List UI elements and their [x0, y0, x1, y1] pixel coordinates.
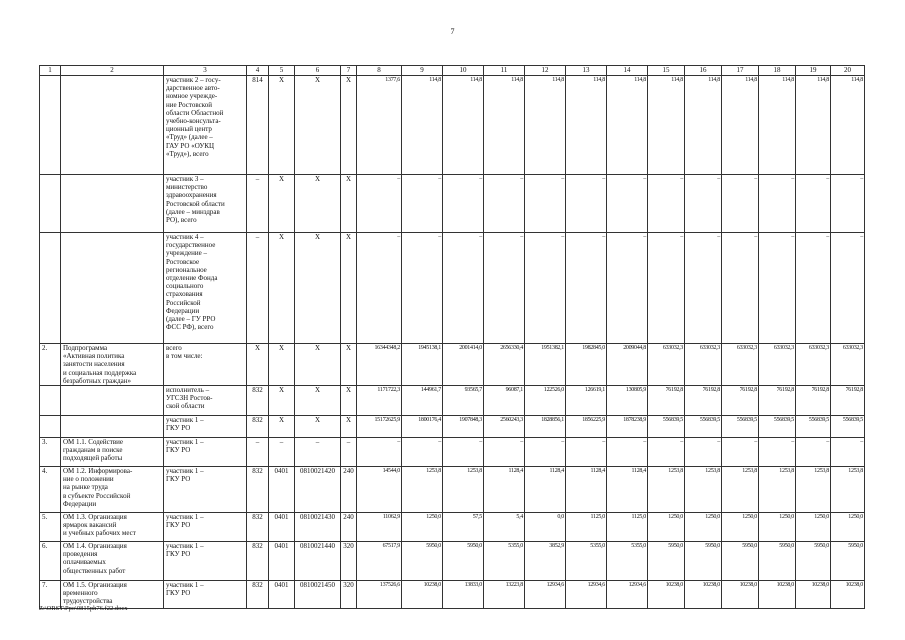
csr-code-cell: Х	[295, 416, 341, 438]
amount-cell: 0,0	[525, 513, 566, 542]
amount-cell: –	[525, 175, 566, 233]
amount-cell: 114,8	[796, 76, 831, 175]
participant-cell: участник 1 – ГКУ РО	[164, 416, 247, 438]
amount-cell: 556839,5	[648, 416, 685, 438]
table-row	[40, 467, 865, 513]
csr-code-cell: 0810021450	[295, 581, 341, 609]
participant-cell: участник 1 – ГКУ РО	[164, 438, 247, 467]
amount-cell: 1253,8	[796, 467, 831, 513]
amount-cell: 1945138,1	[402, 344, 443, 386]
program-name-cell: ОМ 1.1. Содействие гражданам в поиске подходящей работы	[61, 438, 164, 467]
vr-code-cell: 240	[341, 513, 357, 542]
amount-cell: –	[566, 438, 607, 467]
amount-cell: 3852,9	[525, 542, 566, 581]
vr-code-cell: Х	[341, 175, 357, 233]
table-row	[40, 513, 865, 542]
row-number-cell	[40, 76, 61, 175]
amount-cell: –	[402, 175, 443, 233]
amount-cell: 556839,5	[685, 416, 722, 438]
amount-cell: 15172625,9	[357, 416, 402, 438]
rzpr-code-cell: Х	[269, 76, 295, 175]
grbs-code-cell: 832	[247, 416, 269, 438]
amount-cell: 114,8	[607, 76, 648, 175]
participant-cell: участник 1 – ГКУ РО	[164, 542, 247, 581]
amount-cell: –	[607, 175, 648, 233]
row-number-cell	[40, 233, 61, 344]
column-header: 9	[402, 66, 443, 76]
table-row	[40, 581, 865, 609]
rzpr-code-cell: Х	[269, 416, 295, 438]
amount-cell: 1128,4	[484, 467, 525, 513]
amount-cell: 556839,5	[796, 416, 831, 438]
column-header: 2	[61, 66, 164, 76]
amount-cell: 114,8	[566, 76, 607, 175]
amount-cell: 1907848,3	[443, 416, 484, 438]
amount-cell: 5950,0	[685, 542, 722, 581]
rzpr-code-cell: Х	[269, 233, 295, 344]
amount-cell: 1128,4	[566, 467, 607, 513]
amount-cell: 1250,0	[402, 513, 443, 542]
program-name-cell	[61, 386, 164, 416]
csr-code-cell: –	[295, 438, 341, 467]
table-row	[40, 438, 865, 467]
program-name-cell	[61, 416, 164, 438]
amount-cell: 114,8	[484, 76, 525, 175]
row-number-cell	[40, 416, 61, 438]
row-number-cell	[40, 386, 61, 416]
row-number-cell: 6.	[40, 542, 61, 581]
rzpr-code-cell: 0401	[269, 542, 295, 581]
amount-cell: 10238,0	[402, 581, 443, 609]
amount-cell: –	[831, 175, 865, 233]
vr-code-cell: 320	[341, 542, 357, 581]
column-header: 8	[357, 66, 402, 76]
csr-code-cell: 0810021420	[295, 467, 341, 513]
table-row	[40, 344, 865, 386]
amount-cell: 1253,8	[402, 467, 443, 513]
amount-cell: 114,8	[525, 76, 566, 175]
grbs-code-cell: 832	[247, 542, 269, 581]
amount-cell: 12934,6	[566, 581, 607, 609]
amount-cell: –	[722, 175, 759, 233]
program-name-cell: ОМ 1.5. Организация временного трудоустройства	[61, 581, 164, 609]
amount-cell: 1800176,4	[402, 416, 443, 438]
amount-cell: 2001414,0	[443, 344, 484, 386]
amount-cell: 633032,3	[685, 344, 722, 386]
amount-cell: 114,8	[759, 76, 796, 175]
rzpr-code-cell: Х	[269, 386, 295, 416]
amount-cell: –	[566, 233, 607, 344]
csr-code-cell: Х	[295, 233, 341, 344]
amount-cell: 10238,0	[759, 581, 796, 609]
program-name-cell: Подпрограмма «Активная политика занятости населения и социальная поддержка безработных граждан»	[61, 344, 164, 386]
row-number-cell: 7.	[40, 581, 61, 609]
file-path-footer: Z:\ORST\Ppo\0815ph76.f22.docx	[39, 605, 128, 612]
amount-cell: –	[484, 438, 525, 467]
amount-cell: 556839,5	[722, 416, 759, 438]
amount-cell: 1253,8	[722, 467, 759, 513]
csr-code-cell: Х	[295, 175, 341, 233]
vr-code-cell: Х	[341, 233, 357, 344]
grbs-code-cell: –	[247, 438, 269, 467]
table-row	[40, 386, 865, 416]
amount-cell: 96087,1	[484, 386, 525, 416]
amount-cell: 1250,0	[648, 513, 685, 542]
amount-cell: 1171722,3	[357, 386, 402, 416]
row-number-cell: 3.	[40, 438, 61, 467]
amount-cell: 76192,8	[796, 386, 831, 416]
amount-cell: 5,4	[484, 513, 525, 542]
vr-code-cell: Х	[341, 76, 357, 175]
amount-cell: –	[796, 175, 831, 233]
column-header: 10	[443, 66, 484, 76]
amount-cell: 76192,8	[648, 386, 685, 416]
row-number-cell: 5.	[40, 513, 61, 542]
amount-cell: –	[357, 233, 402, 344]
amount-cell: –	[685, 175, 722, 233]
column-header: 4	[247, 66, 269, 76]
amount-cell: 2656330,4	[484, 344, 525, 386]
amount-cell: –	[443, 175, 484, 233]
amount-cell: –	[566, 175, 607, 233]
amount-cell: 10238,0	[796, 581, 831, 609]
amount-cell: 13223,8	[484, 581, 525, 609]
amount-cell: 1982845,0	[566, 344, 607, 386]
amount-cell: –	[607, 233, 648, 344]
amount-cell: –	[685, 233, 722, 344]
amount-cell: 1253,8	[831, 467, 865, 513]
amount-cell: 1856225,9	[566, 416, 607, 438]
amount-cell: 1253,8	[759, 467, 796, 513]
vr-code-cell: Х	[341, 344, 357, 386]
amount-cell: 1128,4	[607, 467, 648, 513]
participant-cell: исполнитель – УГСЗН Ростов- ской области	[164, 386, 247, 416]
amount-cell: 144961,7	[402, 386, 443, 416]
amount-cell: 556839,5	[759, 416, 796, 438]
row-number-cell: 4.	[40, 467, 61, 513]
budget-table	[39, 65, 865, 609]
amount-cell: 114,8	[831, 76, 865, 175]
table-row	[40, 233, 865, 344]
row-number-cell	[40, 175, 61, 233]
grbs-code-cell: 814	[247, 76, 269, 175]
column-header: 3	[164, 66, 247, 76]
participant-cell: участник 1 – ГКУ РО	[164, 513, 247, 542]
program-name-cell: ОМ 1.3. Организация ярмарок вакансий и учебных рабочих мест	[61, 513, 164, 542]
program-name-cell: ОМ 1.4. Организация проведения оплачиваемых общественных работ	[61, 542, 164, 581]
column-header: 16	[685, 66, 722, 76]
amount-cell: 1128,4	[525, 467, 566, 513]
table-row	[40, 416, 865, 438]
vr-code-cell: –	[341, 438, 357, 467]
grbs-code-cell: 832	[247, 386, 269, 416]
vr-code-cell: Х	[341, 386, 357, 416]
table-row	[40, 542, 865, 581]
column-header: 19	[796, 66, 831, 76]
vr-code-cell: 320	[341, 581, 357, 609]
amount-cell: –	[722, 233, 759, 344]
amount-cell: 76192,8	[685, 386, 722, 416]
amount-cell: 5950,0	[722, 542, 759, 581]
amount-cell: 114,8	[443, 76, 484, 175]
rzpr-code-cell: Х	[269, 344, 295, 386]
amount-cell: 5950,0	[402, 542, 443, 581]
row-number-cell: 2.	[40, 344, 61, 386]
amount-cell: 1828856,1	[525, 416, 566, 438]
amount-cell: –	[402, 233, 443, 344]
amount-cell: 5355,0	[566, 542, 607, 581]
column-header: 13	[566, 66, 607, 76]
column-header: 20	[831, 66, 865, 76]
column-header: 11	[484, 66, 525, 76]
amount-cell: –	[722, 438, 759, 467]
csr-code-cell: 0810021440	[295, 542, 341, 581]
amount-cell: 5355,0	[607, 542, 648, 581]
amount-cell: –	[357, 438, 402, 467]
column-header: 6	[295, 66, 341, 76]
amount-cell: 633032,3	[722, 344, 759, 386]
participant-cell: участник 4 – государственное учреждение – Ростовское региональное отделение Фонда социального страхования Российской Федерации (далее – ГУ РРО ФСС РФ), всего	[164, 233, 247, 344]
amount-cell: –	[607, 438, 648, 467]
amount-cell: 2009044,8	[607, 344, 648, 386]
amount-cell: –	[357, 175, 402, 233]
amount-cell: –	[484, 175, 525, 233]
grbs-code-cell: 832	[247, 581, 269, 609]
amount-cell: 1253,8	[685, 467, 722, 513]
table-row	[40, 175, 865, 233]
amount-cell: –	[831, 438, 865, 467]
amount-cell: –	[796, 233, 831, 344]
amount-cell: –	[796, 438, 831, 467]
participant-cell: участник 2 – госу- дарственное авто- номное учрежде- ние Ростовской области Областной учебно-консульта- ционный центр «Труд» (далее – ГАУ РО «ОУКЦ «Труд»), всего	[164, 76, 247, 175]
table-row	[40, 76, 865, 175]
amount-cell: 1253,8	[443, 467, 484, 513]
amount-cell: 5950,0	[796, 542, 831, 581]
amount-cell: 10238,0	[831, 581, 865, 609]
grbs-code-cell: 832	[247, 513, 269, 542]
amount-cell: –	[443, 438, 484, 467]
amount-cell: 1250,0	[722, 513, 759, 542]
rzpr-code-cell: Х	[269, 175, 295, 233]
column-header: 15	[648, 66, 685, 76]
amount-cell: –	[525, 438, 566, 467]
amount-cell: 122526,0	[525, 386, 566, 416]
amount-cell: 633032,3	[648, 344, 685, 386]
amount-cell: 5950,0	[759, 542, 796, 581]
amount-cell: 10238,0	[722, 581, 759, 609]
program-name-cell	[61, 76, 164, 175]
program-name-cell	[61, 233, 164, 344]
rzpr-code-cell: 0401	[269, 467, 295, 513]
amount-cell: 2560243,3	[484, 416, 525, 438]
vr-code-cell: Х	[341, 416, 357, 438]
program-name-cell: ОМ 1.2. Информирова- ние о положении на рынке труда в субъекте Российской Федерации	[61, 467, 164, 513]
amount-cell: 10238,0	[685, 581, 722, 609]
amount-cell: –	[759, 175, 796, 233]
participant-cell: участник 1 – ГКУ РО	[164, 467, 247, 513]
csr-code-cell: Х	[295, 76, 341, 175]
column-header: 7	[341, 66, 357, 76]
amount-cell: 1125,0	[566, 513, 607, 542]
rzpr-code-cell: –	[269, 438, 295, 467]
amount-cell: 93565,7	[443, 386, 484, 416]
participant-cell: участник 1 – ГКУ РО	[164, 581, 247, 609]
amount-cell: –	[484, 233, 525, 344]
amount-cell: 5950,0	[831, 542, 865, 581]
amount-cell: 12934,6	[607, 581, 648, 609]
amount-cell: 126619,1	[566, 386, 607, 416]
header-row	[40, 66, 865, 76]
amount-cell: 633032,3	[796, 344, 831, 386]
participant-cell: участник 3 – министерство здравоохранения Ростовской области (далее – минздрав РО), всего	[164, 175, 247, 233]
amount-cell: 1951382,1	[525, 344, 566, 386]
amount-cell: 14544,0	[357, 467, 402, 513]
grbs-code-cell: –	[247, 233, 269, 344]
amount-cell: –	[685, 438, 722, 467]
amount-cell: 556839,5	[831, 416, 865, 438]
vr-code-cell: 240	[341, 467, 357, 513]
amount-cell: 114,8	[722, 76, 759, 175]
grbs-code-cell: 832	[247, 467, 269, 513]
amount-cell: 5355,0	[484, 542, 525, 581]
amount-cell: –	[648, 233, 685, 344]
amount-cell: 67517,9	[357, 542, 402, 581]
amount-cell: 1253,8	[648, 467, 685, 513]
amount-cell: 114,8	[402, 76, 443, 175]
amount-cell: 5950,0	[443, 542, 484, 581]
amount-cell: 57,5	[443, 513, 484, 542]
amount-cell: 130805,9	[607, 386, 648, 416]
amount-cell: –	[443, 233, 484, 344]
amount-cell: –	[402, 438, 443, 467]
amount-cell: 12934,6	[525, 581, 566, 609]
amount-cell: 1878238,9	[607, 416, 648, 438]
program-name-cell	[61, 175, 164, 233]
amount-cell: 114,8	[648, 76, 685, 175]
column-header: 14	[607, 66, 648, 76]
amount-cell: –	[648, 175, 685, 233]
column-header: 18	[759, 66, 796, 76]
rzpr-code-cell: 0401	[269, 581, 295, 609]
amount-cell: 11062,9	[357, 513, 402, 542]
grbs-code-cell: –	[247, 175, 269, 233]
csr-code-cell: Х	[295, 344, 341, 386]
amount-cell: 114,8	[685, 76, 722, 175]
amount-cell: 1250,0	[685, 513, 722, 542]
amount-cell: 76192,8	[831, 386, 865, 416]
rzpr-code-cell: 0401	[269, 513, 295, 542]
amount-cell: 633032,3	[831, 344, 865, 386]
csr-code-cell: Х	[295, 386, 341, 416]
amount-cell: 5950,0	[648, 542, 685, 581]
page-number: 7	[450, 27, 455, 36]
column-header: 1	[40, 66, 61, 76]
csr-code-cell: 0810021430	[295, 513, 341, 542]
amount-cell: –	[831, 233, 865, 344]
amount-cell: 1377,6	[357, 76, 402, 175]
amount-cell: 76192,8	[722, 386, 759, 416]
amount-cell: 1250,0	[759, 513, 796, 542]
amount-cell: –	[525, 233, 566, 344]
amount-cell: 13833,0	[443, 581, 484, 609]
amount-cell: 137526,6	[357, 581, 402, 609]
amount-cell: 633032,3	[759, 344, 796, 386]
amount-cell: –	[648, 438, 685, 467]
amount-cell: 1250,0	[831, 513, 865, 542]
amount-cell: –	[759, 233, 796, 344]
amount-cell: 1250,0	[796, 513, 831, 542]
grbs-code-cell: Х	[247, 344, 269, 386]
column-header: 12	[525, 66, 566, 76]
amount-cell: 1125,0	[607, 513, 648, 542]
participant-cell: всего в том числе:	[164, 344, 247, 386]
amount-cell: 10238,0	[648, 581, 685, 609]
amount-cell: 16344348,2	[357, 344, 402, 386]
column-header: 5	[269, 66, 295, 76]
amount-cell: –	[759, 438, 796, 467]
column-header: 17	[722, 66, 759, 76]
amount-cell: 76192,8	[759, 386, 796, 416]
